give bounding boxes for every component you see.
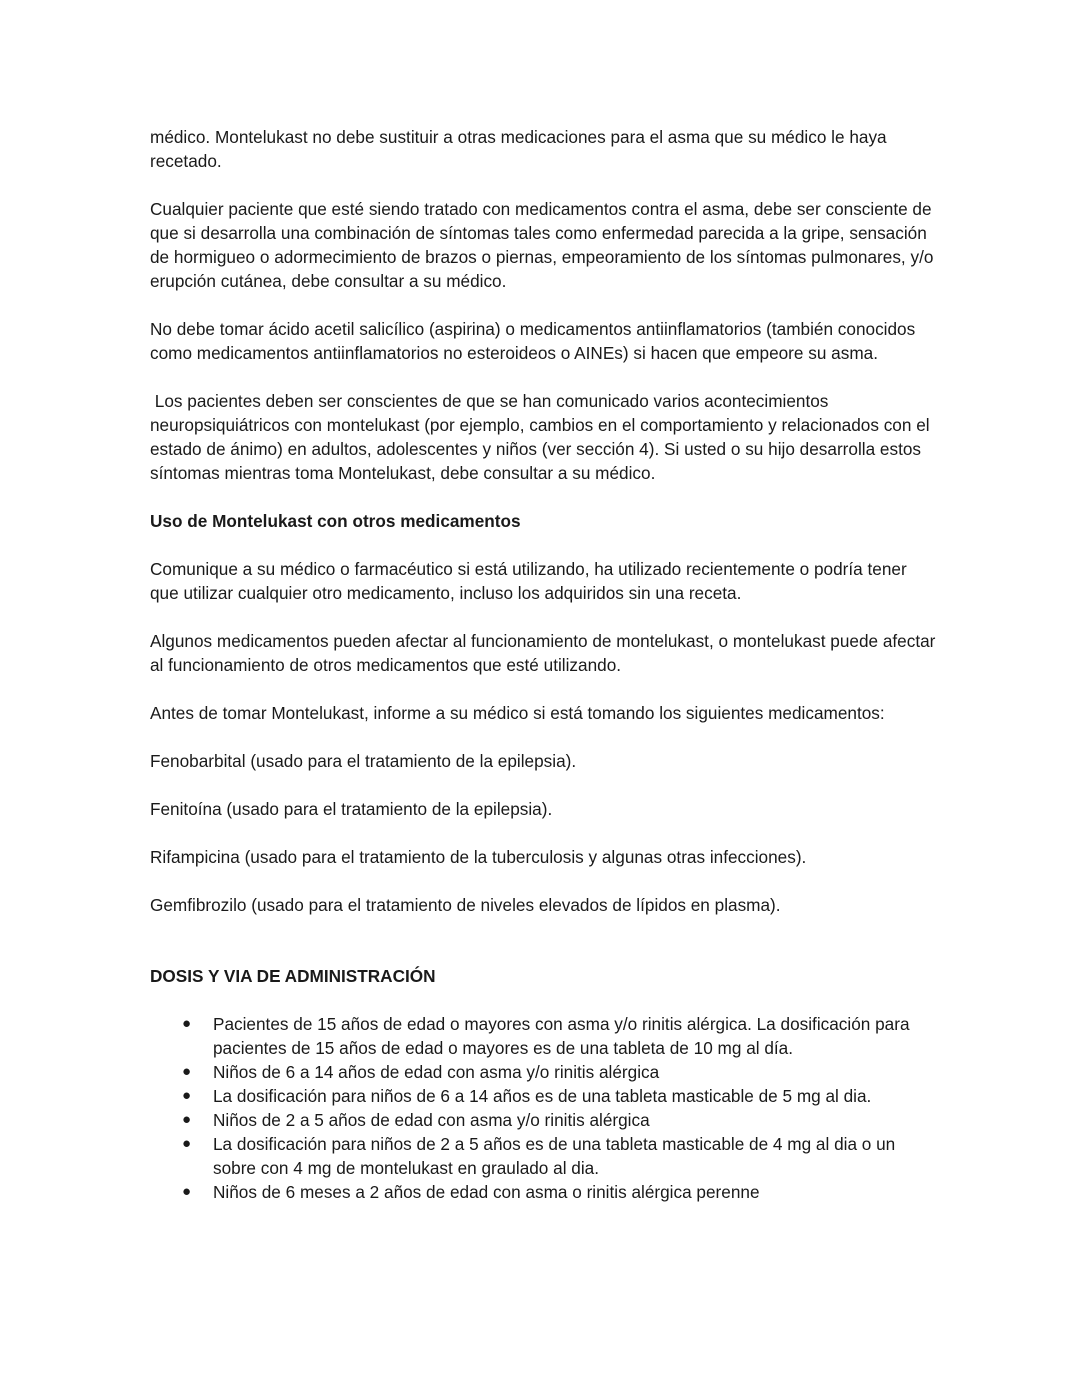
dosage-item-text: La dosificación para niños de 2 a 5 años es de una tableta masticable de 4 mg al dia o un sobre con 4 mg de montelukast en graulado al dia. bbox=[213, 1134, 896, 1178]
bullet-icon: ● bbox=[182, 1183, 192, 1200]
dosage-item bbox=[150, 1132, 940, 1180]
dosage-item bbox=[150, 1060, 940, 1084]
dosage-item-text: Niños de 6 meses a 2 años de edad con asma o rinitis alérgica perenne bbox=[213, 1182, 760, 1202]
medication-fenitoina: Fenitoína (usado para el tratamiento de la epilepsia). bbox=[150, 799, 553, 819]
dosage-list bbox=[150, 1012, 940, 1204]
medication-fenobarbital: Fenobarbital (usado para el tratamiento de la epilepsia). bbox=[150, 751, 577, 771]
paragraph-inform-doctor: Comunique a su médico o farmacéutico si está utilizando, ha utilizado recientemente o podría tener que utilizar cualquier otro medicamento, incluso los adquiridos sin una receta. bbox=[150, 559, 907, 603]
medication-gemfibrozilo: Gemfibrozilo (usado para el tratamiento de niveles elevados de lípidos en plasma). bbox=[150, 895, 781, 915]
dosage-item bbox=[150, 1108, 940, 1132]
dosage-heading: DOSIS Y VIA DE ADMINISTRACIÓN bbox=[150, 966, 436, 986]
bullet-icon: ● bbox=[182, 1111, 192, 1128]
document-page bbox=[150, 125, 940, 1204]
dosage-item-text: La dosificación para niños de 6 a 14 años es de una tableta masticable de 5 mg al dia. bbox=[213, 1086, 872, 1106]
interactions-heading: Uso de Montelukast con otros medicamentos bbox=[150, 511, 521, 531]
dosage-item-text: Pacientes de 15 años de edad o mayores con asma y/o rinitis alérgica. La dosificación para pacientes de 15 años de edad o mayores es de una tableta de 10 mg al día. bbox=[213, 1014, 910, 1058]
paragraph-interactions-effect: Algunos medicamentos pueden afectar al funcionamiento de montelukast, o montelukast puede afectar al funcionamiento de otros medicamentos que esté utilizando. bbox=[150, 631, 936, 675]
paragraph-before-taking: Antes de tomar Montelukast, informe a su médico si está tomando los siguientes medicamentos: bbox=[150, 703, 885, 723]
dosage-item-text: Niños de 2 a 5 años de edad con asma y/o rinitis alérgica bbox=[213, 1110, 650, 1130]
dosage-item bbox=[150, 1180, 940, 1204]
paragraph-asthma-medication: médico. Montelukast no debe sustituir a otras medicaciones para el asma que su médico le haya recetado. bbox=[150, 127, 887, 171]
dosage-item-text: Niños de 6 a 14 años de edad con asma y/o rinitis alérgica bbox=[213, 1062, 660, 1082]
dosage-item bbox=[150, 1084, 940, 1108]
bullet-icon: ● bbox=[182, 1135, 192, 1152]
paragraph-symptoms-warning: Cualquier paciente que esté siendo tratado con medicamentos contra el asma, debe ser consciente de que si desarrolla una combinación de síntomas tales como enfermedad parecida a la gripe, sensación de hormigueo o adormecimiento de brazos o piernas, empeoramiento de los síntomas pulmonares, y/o erupción cutánea, debe consultar a su médico. bbox=[150, 199, 934, 291]
bullet-icon: ● bbox=[182, 1087, 192, 1104]
paragraph-neuropsychiatric-warning: Los pacientes deben ser conscientes de que se han comunicado varios acontecimientos neuropsiquiátricos con montelukast (por ejemplo, cambios en el comportamiento y relacionados con el estado de ánimo) en adultos, adolescentes y niños (ver sección 4). Si usted o su hijo desarrolla estos síntomas mientras toma Montelukast, debe consultar a su médico. bbox=[150, 391, 935, 483]
medication-rifampicina: Rifampicina (usado para el tratamiento de la tuberculosis y algunas otras infecciones). bbox=[150, 847, 807, 867]
bullet-icon: ● bbox=[182, 1015, 192, 1032]
paragraph-aspirin-warning: No debe tomar ácido acetil salicílico (aspirina) o medicamentos antiinflamatorios (también conocidos como medicamentos antiinflamatorios no esteroideos o AINEs) si hacen que empeore su asma. bbox=[150, 319, 916, 363]
bullet-icon: ● bbox=[182, 1063, 192, 1080]
dosage-item bbox=[150, 1012, 940, 1060]
